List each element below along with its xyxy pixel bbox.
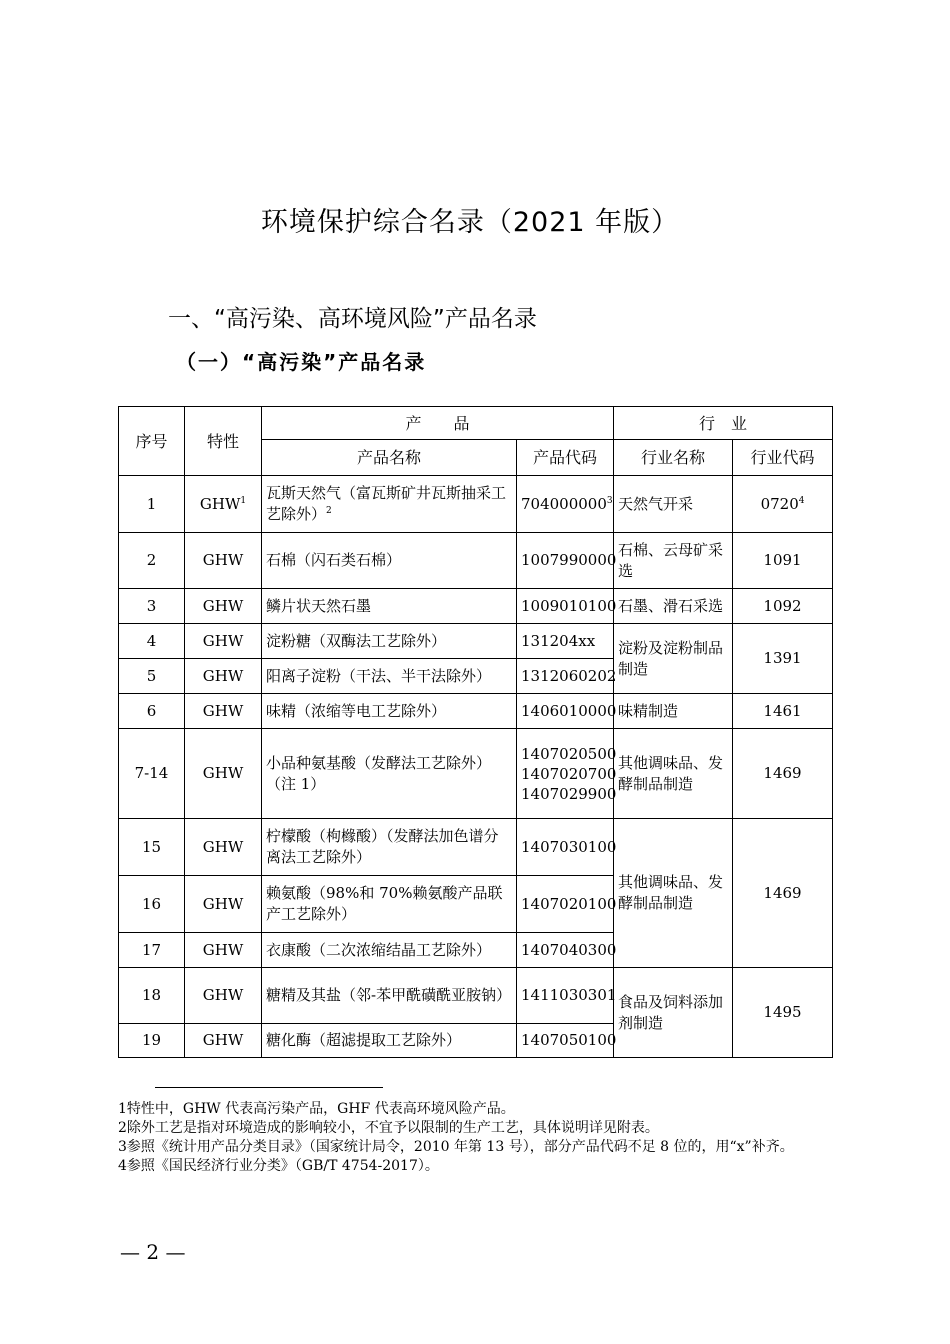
table-row <box>119 589 833 624</box>
cell-industry-name: 石棉、云母矿采选 <box>614 533 733 589</box>
cell-product-code: 1407030100 <box>517 819 614 876</box>
cell-industry-code: 1091 <box>733 533 833 589</box>
cell-product-name: 鳞片状天然石墨 <box>262 589 517 624</box>
cell-industry-code: 1092 <box>733 589 833 624</box>
cell-product-code: 1407020500 1407020700 1407029900 <box>517 729 614 819</box>
cell-product-name: 衣康酸（二次浓缩结晶工艺除外） <box>262 933 517 968</box>
cell-industry-name: 淀粉及淀粉制品制造 <box>614 624 733 694</box>
footnote-2: 2除外工艺是指对环境造成的影响较小，不宜予以限制的生产工艺，具体说明详见附表。 <box>118 1120 659 1136</box>
cell-product-code: 1407050100 <box>517 1024 614 1058</box>
cell-property: GHW <box>185 694 262 729</box>
header-property: 特性 <box>185 407 262 476</box>
cell-property: GHW <box>185 1024 262 1058</box>
table-row <box>119 533 833 589</box>
footnote-3: 3参照《统计用产品分类目录》（国家统计局令，2010 年第 13 号），部分产品代码不足 8 位的，用“x”补齐。 <box>118 1139 794 1155</box>
cell-seq: 1 <box>119 476 185 533</box>
footnotes <box>118 1100 833 1176</box>
cell-seq: 16 <box>119 876 185 933</box>
header-seq: 序号 <box>119 407 185 476</box>
cell-seq: 18 <box>119 968 185 1024</box>
page-number: — 2 — <box>120 1240 186 1264</box>
table-row <box>119 694 833 729</box>
header-industry-code: 行业代码 <box>733 440 833 476</box>
cell-industry-name: 石墨、滑石采选 <box>614 589 733 624</box>
cell-product-code: 1312060202 <box>517 659 614 694</box>
cell-seq: 3 <box>119 589 185 624</box>
table-row <box>119 729 833 819</box>
cell-seq: 19 <box>119 1024 185 1058</box>
cell-product-code: 1407020100 <box>517 876 614 933</box>
cell-product-name: 阳离子淀粉（干法、半干法除外） <box>262 659 517 694</box>
cell-industry-code: 1469 <box>733 819 833 968</box>
cell-property: GHW <box>185 729 262 819</box>
cell-seq: 2 <box>119 533 185 589</box>
section-heading: 一、“高污染、高环境风险”产品名录 <box>168 306 537 332</box>
cell-industry-name: 味精制造 <box>614 694 733 729</box>
cell-product-name: 糖化酶（超滤提取工艺除外） <box>262 1024 517 1058</box>
cell-industry-name: 其他调味品、发酵制品制造 <box>614 819 733 968</box>
cell-product-name: 赖氨酸（98%和 70%赖氨酸产品联产工艺除外） <box>262 876 517 933</box>
table-row <box>119 968 833 1024</box>
cell-industry-name: 天然气开采 <box>614 476 733 533</box>
footnote-1: 1特性中，GHW 代表高污染产品，GHF 代表高环境风险产品。 <box>118 1101 515 1117</box>
cell-property: GHW <box>185 933 262 968</box>
cell-product-code: 1009010100 <box>517 589 614 624</box>
cell-property: GHW <box>185 659 262 694</box>
table-row <box>119 476 833 533</box>
header-product-code: 产品代码 <box>517 440 614 476</box>
cell-property: GHW <box>185 624 262 659</box>
cell-product-name: 淀粉糖（双酶法工艺除外） <box>262 624 517 659</box>
cell-industry-code: 1461 <box>733 694 833 729</box>
cell-product-name: 石棉（闪石类石棉） <box>262 533 517 589</box>
cell-product-name: 柠檬酸（枸橼酸）（发酵法加色谱分离法工艺除外） <box>262 819 517 876</box>
header-product-name: 产品名称 <box>262 440 517 476</box>
header-industry-name: 行业名称 <box>614 440 733 476</box>
cell-seq: 17 <box>119 933 185 968</box>
cell-product-name: 糖精及其盐（邻-苯甲酰磺酰亚胺钠） <box>262 968 517 1024</box>
cell-product-code: 1407040300 <box>517 933 614 968</box>
cell-industry-code: 1391 <box>733 624 833 694</box>
footnote-4: 4参照《国民经济行业分类》（GB/T 4754-2017）。 <box>118 1158 439 1174</box>
cell-product-name: 小品种氨基酸（发酵法工艺除外）（注 1） <box>262 729 517 819</box>
cell-property: GHW <box>185 533 262 589</box>
cell-industry-code: 1469 <box>733 729 833 819</box>
cell-industry-code: 0720$^4$ <box>733 476 833 533</box>
header-industry-group: 行 业 <box>614 407 833 440</box>
cell-property: GHW$^1$ <box>185 476 262 533</box>
table-row <box>119 819 833 876</box>
cell-property: GHW <box>185 819 262 876</box>
cell-industry-name: 其他调味品、发酵制品制造 <box>614 729 733 819</box>
cell-product-code: 131204xx <box>517 624 614 659</box>
cell-property: GHW <box>185 876 262 933</box>
subsection-heading: （一）“高污染”产品名录 <box>176 350 427 374</box>
cell-product-name: 瓦斯天然气（富瓦斯矿井瓦斯抽采工艺除外）$^2$ <box>262 476 517 533</box>
cell-property: GHW <box>185 589 262 624</box>
footnote-divider <box>155 1087 383 1088</box>
cell-seq: 5 <box>119 659 185 694</box>
cell-product-code: 1406010000 <box>517 694 614 729</box>
cell-seq: 4 <box>119 624 185 659</box>
product-table <box>118 406 833 1058</box>
cell-seq: 6 <box>119 694 185 729</box>
cell-seq: 15 <box>119 819 185 876</box>
cell-product-code: 1007990000 <box>517 533 614 589</box>
page-title: 环境保护综合名录（2021 年版） <box>260 207 680 238</box>
header-product-group: 产 品 <box>262 407 614 440</box>
cell-product-name: 味精（浓缩等电工艺除外） <box>262 694 517 729</box>
cell-seq: 7-14 <box>119 729 185 819</box>
cell-product-code: 1411030301 <box>517 968 614 1024</box>
cell-industry-name: 食品及饲料添加剂制造 <box>614 968 733 1058</box>
cell-property: GHW <box>185 968 262 1024</box>
cell-industry-code: 1495 <box>733 968 833 1058</box>
cell-product-code: 704000000$^3$ <box>517 476 614 533</box>
table-row <box>119 624 833 659</box>
